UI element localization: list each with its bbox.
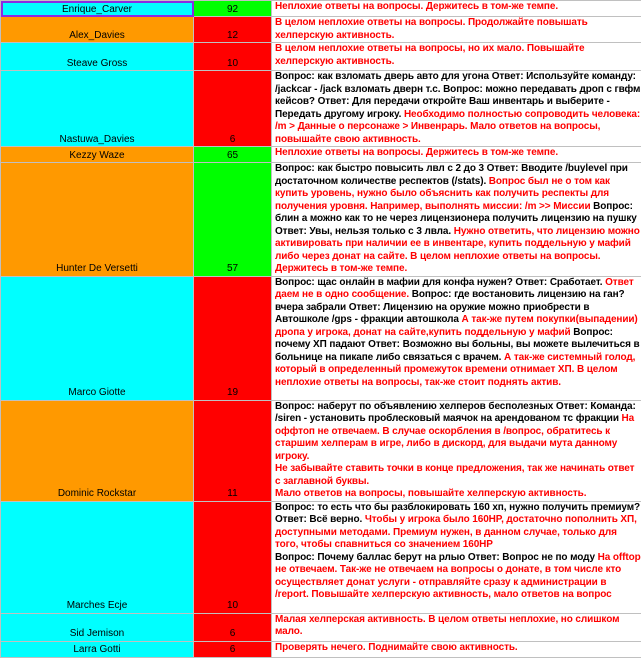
table-row <box>1 147 641 163</box>
comment-run: А так-же путем покупки(выпадении) дропа у игрока, донат на сайте,купить поддельную у мафий <box>275 314 638 338</box>
comment-cell[interactable] <box>272 400 641 501</box>
comment-run: На offtop не отвечаем. Так-же не отвечаем на вопросы о донате, в том числе кто осуществляет донат услуги - отправляйте сразу к администрации в /report. Повышайте хелперскую активность, мало ответов на вопрос <box>275 552 641 601</box>
comment-run: В целом неплохие ответы на вопросы. Продолжайте повышать хелперскую активность. <box>275 17 588 41</box>
comment-run: Вопрос: как быстро повысить лвл с 2 до 3 Ответ: Вводите /buylevel при достаточном количестве респектов (/stats). <box>275 163 628 187</box>
name-cell[interactable]: Steave Gross <box>1 43 194 71</box>
table-row <box>1 276 641 400</box>
table-row <box>1 17 641 43</box>
score-cell[interactable]: 19 <box>194 276 272 400</box>
comment-run: Вопрос: почему ХП падают Ответ: Возможно вы больны, вы можете вылечиться в больнице на пикапе либо связаться с врачем. <box>275 327 640 363</box>
comment-cell[interactable] <box>272 641 641 657</box>
table-row <box>1 641 641 657</box>
comment-cell[interactable] <box>272 163 641 277</box>
score-cell[interactable]: 12 <box>194 17 272 43</box>
comment-run: Мало ответов на вопросы, повышайте хелперскую активность. <box>275 488 586 499</box>
comment-cell[interactable] <box>272 17 641 43</box>
name-cell[interactable]: Marches Ecje <box>1 501 194 613</box>
comment-run: Чтобы у игрока было 160HP, достаточно пополнить ХП, доступными методами. Премиум нужен, в данном случае, только для того, чтобы спавниться со значением 160HP <box>275 514 637 550</box>
comment-run: Вопрос был не о том как купить уровень, нужно было объяснить как получить респекты для получения уровня. Например, выполнять миссии: /m >> Миссии <box>275 176 610 212</box>
name-cell[interactable]: Marco Giotte <box>1 276 194 400</box>
comment-cell[interactable] <box>272 613 641 641</box>
score-cell[interactable]: 10 <box>194 501 272 613</box>
comment-run: Вопрос: где востановить лицензию на ган? вчера забрали Ответ: Лицензию на оружие можно приобрести в Автошколе /gps - фракции автошкола <box>275 289 625 325</box>
spreadsheet-body <box>1 1 641 658</box>
comment-cell[interactable] <box>272 71 641 147</box>
comment-run: Не забывайте ставить точки в конце предложения, так же начинать ответ с заглавной буквы. <box>275 463 634 487</box>
comment-run: Ответ даем не в одно сообщение. <box>275 277 634 301</box>
table-row <box>1 71 641 147</box>
name-cell[interactable]: Enrique_Carver <box>1 1 194 17</box>
comment-run: Проверять нечего. Поднимайте свою активность. <box>275 642 518 653</box>
name-cell[interactable]: Dominic Rockstar <box>1 400 194 501</box>
table-row <box>1 400 641 501</box>
table-row <box>1 43 641 71</box>
name-cell[interactable]: Sid Jemison <box>1 613 194 641</box>
comment-run: В целом неплохие ответы на вопросы, но их мало. Повышайте хелперскую активность. <box>275 43 584 67</box>
comment-run: Вопрос: щас онлайн в мафии для конфа нужен? Ответ: Сработает. <box>275 277 605 288</box>
comment-run: Неплохие ответы на вопросы. Держитесь в том-же темпе. <box>275 147 558 158</box>
name-cell[interactable]: Larra Gotti <box>1 641 194 657</box>
name-cell[interactable]: Alex_Davies <box>1 17 194 43</box>
comment-run: Неплохие ответы на вопросы. Держитесь в том-же темпе. <box>275 1 558 12</box>
score-cell[interactable]: 65 <box>194 147 272 163</box>
score-cell[interactable]: 6 <box>194 613 272 641</box>
comment-cell[interactable] <box>272 276 641 400</box>
score-cell[interactable]: 92 <box>194 1 272 17</box>
comment-cell[interactable] <box>272 501 641 613</box>
name-cell[interactable]: Hunter De Versetti <box>1 163 194 277</box>
comment-cell[interactable] <box>272 147 641 163</box>
comment-run: Нужно ответить, что лицензию можно активировать при наличии ее в инвентаре, купить поддельную у мафий либо через донат на сайте. В целом неплохие ответы на вопросы. Держитесь в том-же темпе. <box>275 226 640 275</box>
comment-run: На оффтоп не отвечаем. В случае оскорбления в /вопрос, обратитесь к старшим хелперам в игре, либо в дискорд, для выдачи мута данному игроку. <box>275 413 634 462</box>
table-row <box>1 501 641 613</box>
comment-run: Вопрос: то есть что бы разблокировать 160 хп, нужно получить премиум? Ответ: Всё верно. <box>275 502 640 526</box>
score-cell[interactable]: 57 <box>194 163 272 277</box>
comment-run: Вопрос: блин а можно как то не через лицензионера получить лицензию на пушку Ответ: Увы, нельзя только с 3 лвла. <box>275 201 637 237</box>
comment-run: А так-же системный голод, который в определенный промежуток времени отнимает ХП. В целом неплохие ответы на вопросы, так-же стоит поднять актив. <box>275 352 635 388</box>
score-cell[interactable]: 11 <box>194 400 272 501</box>
comment-run: Малая хелперская активность. В целом ответы неплохие, но слишком мало. <box>275 614 619 638</box>
comment-run: Вопрос: наберут по объявлению хелперов бесполезных Ответ: Команда: /siren - установить проблесковый маячок на арендованом тс фракции <box>275 401 636 425</box>
score-cell[interactable]: 6 <box>194 71 272 147</box>
comment-cell[interactable] <box>272 1 641 17</box>
score-cell[interactable]: 6 <box>194 641 272 657</box>
comment-run: Вопрос: Почему баллас берут на рлыо Ответ: Вопрос не по моду <box>275 552 598 563</box>
table-row <box>1 613 641 641</box>
comment-run: Необходимо полностью сопроводить человека: /m > Данные о персонаже > Инвенрарь. Мало ответов на вопросы, повышайте свою активность. <box>275 109 640 145</box>
comment-cell[interactable] <box>272 43 641 71</box>
name-cell[interactable]: Nastuwa_Davies <box>1 71 194 147</box>
score-cell[interactable]: 10 <box>194 43 272 71</box>
name-cell[interactable]: Kezzy Waze <box>1 147 194 163</box>
comment-run: Вопрос: как взломать дверь авто для угона Ответ: Используйте команду: /jackcar - /jack взломать дверн т.с. Вопрос: можно передавать дроп с гвфм кейсов? Ответ: Для передачи откройте Ваш инвентарь и выберите - Передать другому игроку. <box>275 71 640 120</box>
table-row <box>1 163 641 277</box>
table-row <box>1 1 641 17</box>
